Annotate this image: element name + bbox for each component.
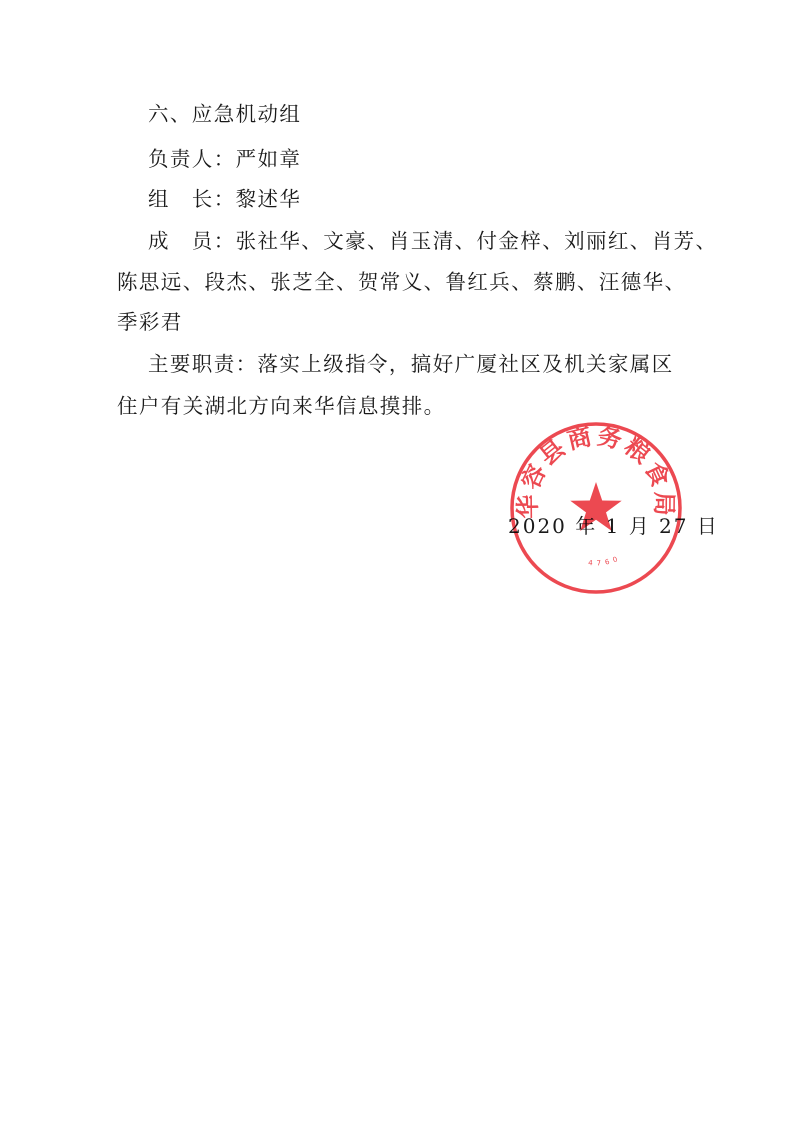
document-date: 2020 年 1 月 27 日 (508, 514, 719, 538)
members-names-1: 张社华、文豪、肖玉清、付金梓、刘丽红、肖芳、 (235, 229, 718, 253)
members-line-2: 陈思远、段杰、张芝全、贺常义、鲁红兵、蔡鹏、汪德华、 (117, 270, 687, 294)
responsible-line (148, 145, 728, 173)
seal-code: 4 7 6 0 (587, 554, 620, 568)
section-heading: 六、应急机动组 (148, 102, 302, 126)
official-seal (508, 420, 684, 596)
duties-text-1: 落实上级指令，搞好广厦社区及机关家属区 (257, 352, 674, 376)
duties-line-1 (148, 350, 728, 378)
leader-line (148, 185, 728, 213)
leader-name: 黎述华 (235, 187, 302, 211)
members-label: 成 员： (148, 229, 236, 253)
duties-label: 主要职责： (148, 352, 258, 376)
responsible-name: 严如章 (235, 147, 302, 171)
seal-star-icon (570, 482, 621, 531)
members-line-3: 季彩君 (117, 310, 183, 334)
members-line-1 (148, 227, 728, 255)
leader-label: 组 长： (148, 187, 236, 211)
responsible-label: 负责人： (148, 147, 236, 171)
duties-line-2: 住户有关湖北方向来华信息摸排。 (117, 394, 446, 418)
seal-text: 华容县商务粮食局 (513, 421, 679, 519)
